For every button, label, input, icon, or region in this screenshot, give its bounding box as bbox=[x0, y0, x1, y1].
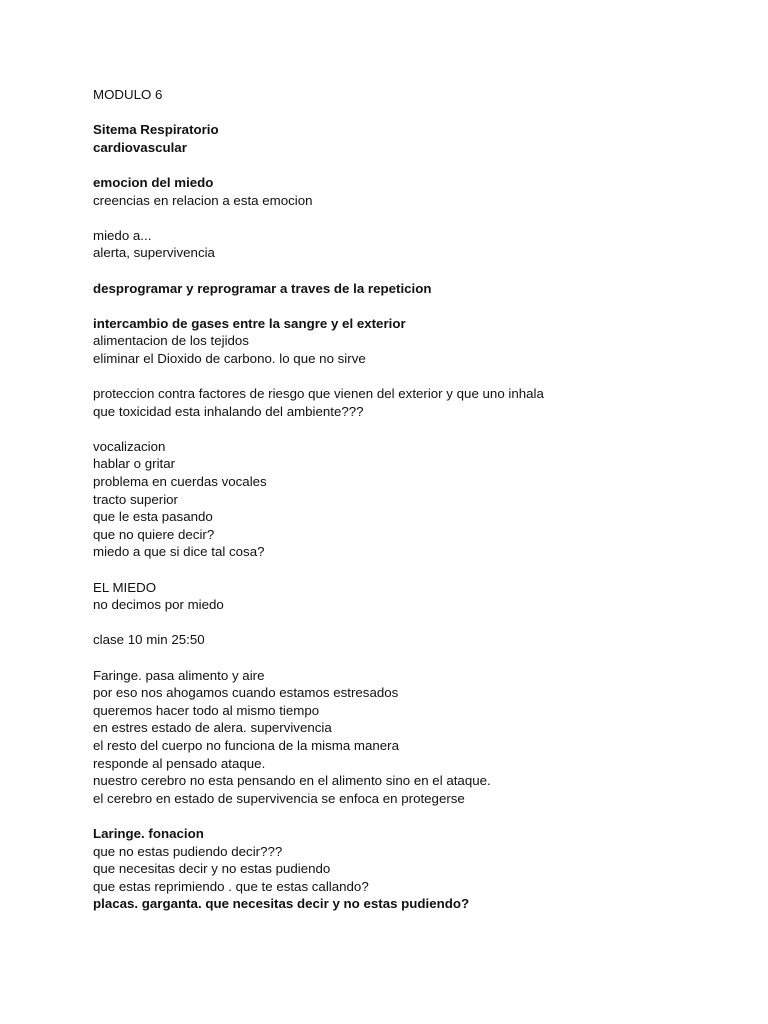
text-line: creencias en relacion a esta emocion bbox=[93, 192, 313, 208]
blank-line bbox=[93, 209, 733, 227]
text-line: queremos hacer todo al mismo tiempo bbox=[93, 702, 320, 718]
text-line: miedo a... bbox=[93, 227, 152, 243]
text-line: eliminar el Dioxido de carbono. lo que no sirve bbox=[93, 350, 366, 366]
heading-line: desprogramar y reprogramar a traves de la repeticion bbox=[93, 280, 432, 296]
text-line: Faringe. pasa alimento y aire bbox=[93, 667, 265, 683]
blank-line bbox=[93, 262, 733, 280]
blank-line bbox=[93, 297, 733, 315]
blank-line bbox=[93, 807, 733, 825]
heading-line: cardiovascular bbox=[93, 139, 187, 155]
text-line: miedo a que si dice tal cosa? bbox=[93, 544, 265, 560]
text-line: por eso nos ahogamos cuando estamos estresados bbox=[93, 685, 399, 701]
blank-line bbox=[93, 368, 733, 386]
text-line: que no estas pudiendo decir??? bbox=[93, 843, 283, 859]
text-line: el resto del cuerpo no funciona de la misma manera bbox=[93, 737, 399, 753]
text-line: no decimos por miedo bbox=[93, 597, 224, 613]
blank-line bbox=[93, 420, 733, 438]
text-line: hablar o gritar bbox=[93, 456, 176, 472]
heading-line: intercambio de gases entre la sangre y el exterior bbox=[93, 315, 406, 331]
text-line: el cerebro en estado de supervivencia se enfoca en protegerse bbox=[93, 790, 465, 806]
text-line: tracto superior bbox=[93, 491, 178, 507]
heading-line: emocion del miedo bbox=[93, 174, 214, 190]
text-line: que toxicidad esta inhalando del ambiente??? bbox=[93, 403, 364, 419]
text-line: MODULO 6 bbox=[93, 87, 163, 102]
text-line: responde al pensado ataque. bbox=[93, 755, 266, 771]
blank-line bbox=[93, 614, 733, 632]
heading-line: Laringe. fonacion bbox=[93, 825, 204, 841]
blank-line bbox=[93, 561, 733, 579]
text-line: EL MIEDO bbox=[93, 579, 157, 595]
text-line: nuestro cerebro no esta pensando en el alimento sino en el ataque. bbox=[93, 773, 491, 789]
text-line: en estres estado de alera. supervivencia bbox=[93, 720, 332, 736]
blank-line bbox=[93, 104, 733, 122]
text-line: proteccion contra factores de riesgo que vienen del exterior y que uno inhala bbox=[93, 386, 544, 402]
text-line: problema en cuerdas vocales bbox=[93, 474, 267, 490]
text-line: que necesitas decir y no estas pudiendo bbox=[93, 861, 331, 877]
heading-line: placas. garganta. que necesitas decir y no estas pudiendo? bbox=[93, 896, 470, 912]
document-page bbox=[93, 86, 733, 913]
text-line: que estas reprimiendo . que te estas callando? bbox=[93, 878, 369, 894]
text-line: que no quiere decir? bbox=[93, 526, 215, 542]
text-line: vocalizacion bbox=[93, 438, 166, 454]
text-line: alerta, supervivencia bbox=[93, 245, 215, 261]
blank-line bbox=[93, 649, 733, 667]
text-line: clase 10 min 25:50 bbox=[93, 632, 205, 648]
heading-line: Sitema Respiratorio bbox=[93, 122, 219, 138]
blank-line bbox=[93, 156, 733, 174]
text-line: que le esta pasando bbox=[93, 509, 213, 525]
text-line: alimentacion de los tejidos bbox=[93, 333, 249, 349]
